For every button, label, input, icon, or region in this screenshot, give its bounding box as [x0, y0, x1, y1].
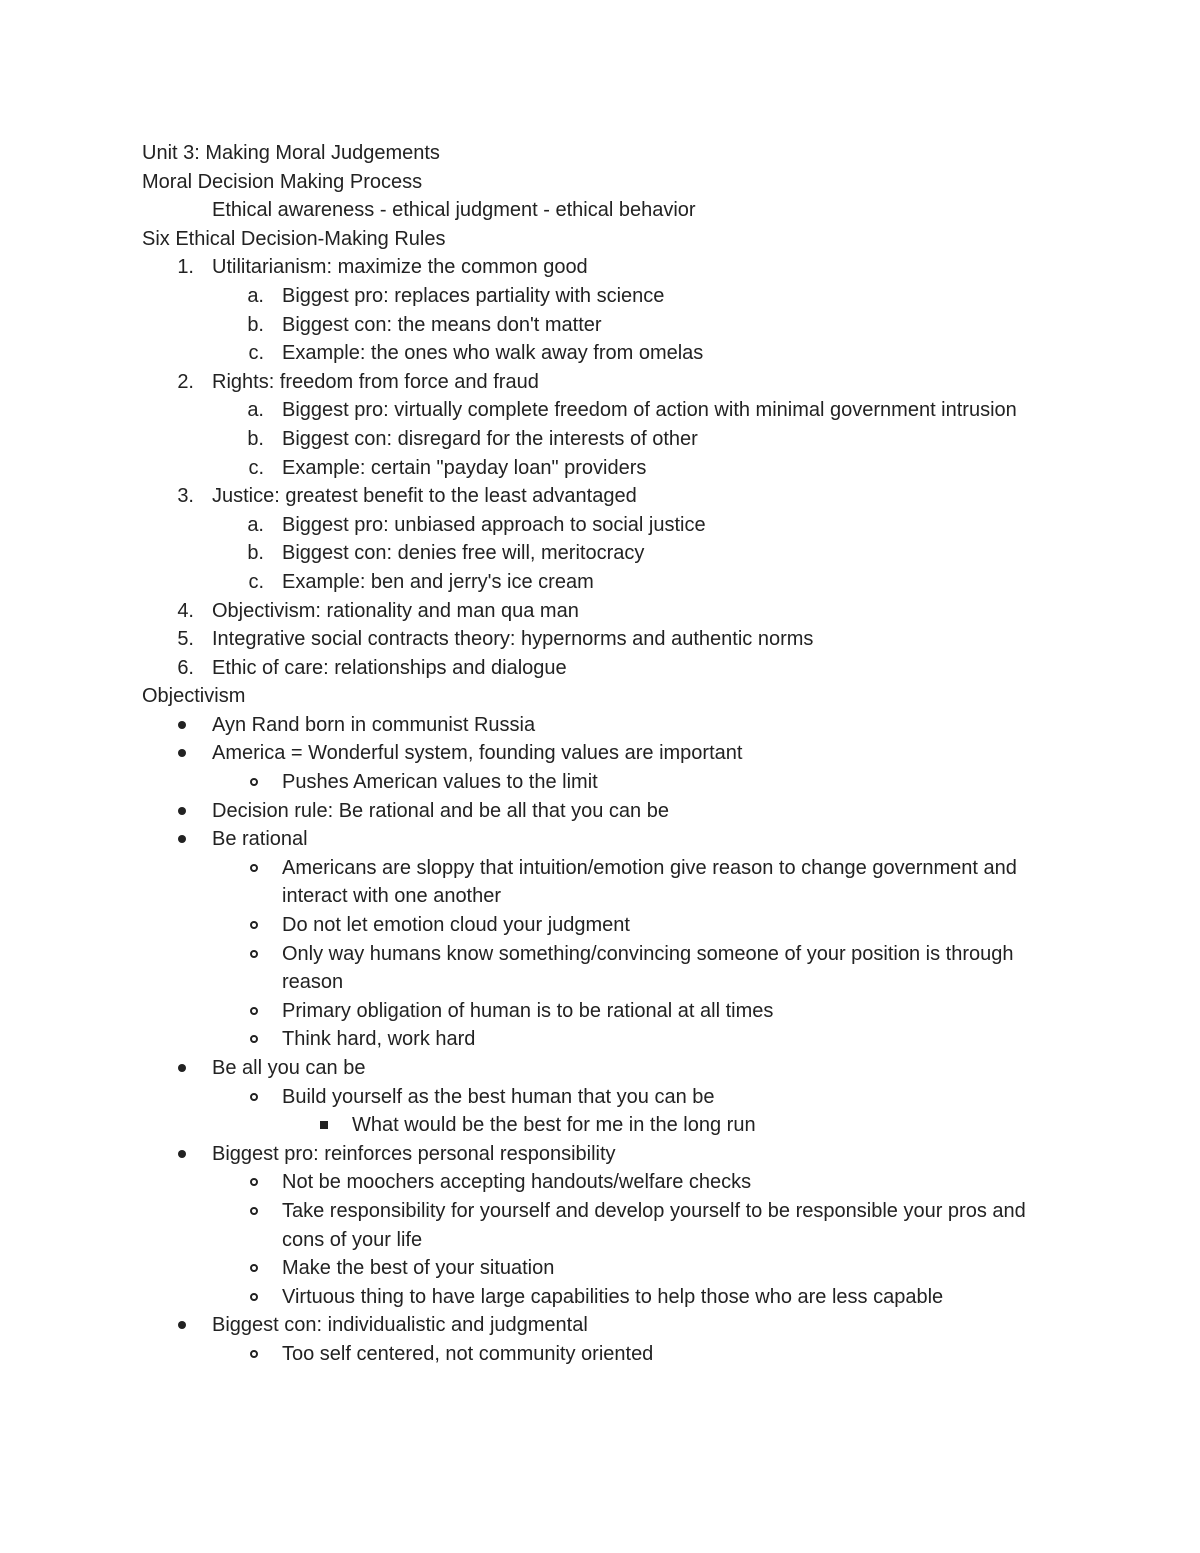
bullet-dot-icon: [178, 835, 186, 843]
rule-subtext: Biggest pro: replaces partiality with science: [282, 284, 665, 307]
sub-bullet-text: Do not let emotion cloud your judgment: [282, 914, 630, 937]
bullet-item: [142, 711, 1062, 740]
bullet-circle-icon: [250, 950, 258, 958]
doc-title: Unit 3: Making Moral Judgements: [142, 142, 440, 164]
bullet-circle-icon: [250, 1264, 258, 1272]
sub-bullet-item: [142, 940, 1062, 997]
bullet-dot-icon: [178, 807, 186, 815]
bullet-text: Biggest con: individualistic and judgmental: [212, 1314, 588, 1337]
bullet-item: [142, 1054, 1062, 1083]
sub-sub-bullet-item: [142, 1111, 1062, 1140]
rule-subtext: Biggest con: the means don't matter: [282, 313, 602, 336]
list-number: 1.: [177, 256, 194, 279]
rule-subtext: Biggest pro: virtually complete freedom of action with minimal government intrusion: [282, 399, 1017, 422]
sub-bullet-text: Build yourself as the best human that you can be: [282, 1085, 715, 1108]
rule-subtext: Example: certain "payday loan" providers: [282, 456, 647, 479]
bullet-circle-icon: [250, 1035, 258, 1043]
objectivism-list: [142, 711, 1062, 1369]
bullet-dot-icon: [178, 1064, 186, 1072]
bullet-square-icon: [320, 1121, 328, 1129]
bullet-text: Decision rule: Be rational and be all that you can be: [212, 799, 669, 822]
list-letter: b.: [247, 542, 264, 565]
sub-bullet-text: Not be moochers accepting handouts/welfare checks: [282, 1171, 752, 1194]
bullet-item: [142, 825, 1062, 854]
process-line: Ethical awareness - ethical judgment - ethical behavior: [212, 199, 696, 222]
list-letter: c.: [248, 342, 264, 365]
sub-bullet-item: [142, 1083, 1062, 1112]
rule-text: Utilitarianism: maximize the common good: [212, 256, 588, 279]
sub-bullet-text: Primary obligation of human is to be rational at all times: [282, 999, 774, 1022]
sub-bullet-text: Make the best of your situation: [282, 1257, 555, 1280]
rule-item: [142, 654, 1062, 683]
bullet-text: Ayn Rand born in communist Russia: [212, 713, 536, 736]
rule-subitem: [142, 339, 1062, 368]
rule-item: [142, 625, 1062, 654]
rule-subitem: [142, 425, 1062, 454]
rule-item: [142, 482, 1062, 511]
list-letter: a.: [247, 399, 264, 422]
list-number: 5.: [177, 628, 194, 651]
rule-subitem: [142, 311, 1062, 340]
list-number: 2.: [177, 370, 194, 393]
sub-bullet-text: Americans are sloppy that intuition/emotion give reason to change government and interact with one another: [282, 856, 1017, 908]
bullet-circle-icon: [250, 1178, 258, 1186]
rule-subitem: [142, 511, 1062, 540]
sub-bullet-text: Only way humans know something/convincing someone of your position is through reason: [282, 942, 1014, 994]
sub-bullet-item: [142, 1168, 1062, 1197]
rule-subtext: Example: ben and jerry's ice cream: [282, 570, 594, 593]
sub-bullet-item: [142, 997, 1062, 1026]
bullet-text: Biggest pro: reinforces personal responsibility: [212, 1142, 616, 1165]
sub-bullet-text: Pushes American values to the limit: [282, 771, 598, 794]
bullet-dot-icon: [178, 749, 186, 757]
bullet-dot-icon: [178, 721, 186, 729]
sub-bullet-item: [142, 1254, 1062, 1283]
process-heading: Moral Decision Making Process: [142, 170, 423, 193]
sub-bullet-item: [142, 1283, 1062, 1312]
rule-subtext: Example: the ones who walk away from omelas: [282, 342, 704, 365]
rule-subtext: Biggest con: denies free will, meritocracy: [282, 542, 645, 565]
bullet-dot-icon: [178, 1321, 186, 1329]
sub-sub-bullet-text: What would be the best for me in the long run: [352, 1114, 756, 1137]
bullet-circle-icon: [250, 864, 258, 872]
sub-bullet-item: [142, 854, 1062, 911]
bullet-circle-icon: [250, 1093, 258, 1101]
rules-list: [142, 253, 1062, 682]
bullet-circle-icon: [250, 1350, 258, 1358]
sub-bullet-item: [142, 1340, 1062, 1369]
bullet-circle-icon: [250, 778, 258, 786]
rule-text: Integrative social contracts theory: hypernorms and authentic norms: [212, 628, 814, 651]
rule-text: Objectivism: rationality and man qua man: [212, 599, 579, 622]
rule-subitem: [142, 396, 1062, 425]
document-page: [142, 139, 1062, 1369]
bullet-text: America = Wonderful system, founding values are important: [212, 742, 743, 765]
rule-subtext: Biggest con: disregard for the interests of other: [282, 427, 698, 450]
bullet-text: Be all you can be: [212, 1057, 366, 1079]
sub-bullet-text: Too self centered, not community oriented: [282, 1342, 654, 1365]
rule-item: [142, 253, 1062, 282]
bullet-circle-icon: [250, 921, 258, 929]
list-letter: a.: [247, 513, 264, 536]
list-letter: c.: [248, 456, 264, 479]
objectivism-heading: Objectivism: [142, 685, 246, 708]
bullet-item: [142, 739, 1062, 768]
sub-bullet-text: Think hard, work hard: [282, 1028, 476, 1051]
rule-text: Ethic of care: relationships and dialogue: [212, 656, 567, 679]
rule-subtext: Biggest pro: unbiased approach to social justice: [282, 513, 706, 536]
bullet-circle-icon: [250, 1293, 258, 1301]
list-number: 6.: [177, 656, 194, 679]
list-number: 4.: [177, 599, 194, 622]
sub-bullet-text: Virtuous thing to have large capabilities to help those who are less capable: [282, 1285, 944, 1308]
rule-item: [142, 368, 1062, 397]
sub-bullet-item: [142, 768, 1062, 797]
bullet-dot-icon: [178, 1150, 186, 1158]
rule-item: [142, 597, 1062, 626]
bullet-circle-icon: [250, 1207, 258, 1215]
bullet-text: Be rational: [212, 828, 308, 851]
list-letter: b.: [247, 427, 264, 450]
rule-subitem: [142, 568, 1062, 597]
sub-bullet-item: [142, 1025, 1062, 1054]
sub-bullet-item: [142, 911, 1062, 940]
bullet-item: [142, 1311, 1062, 1340]
rule-text: Rights: freedom from force and fraud: [212, 370, 539, 393]
list-letter: a.: [247, 284, 264, 307]
bullet-item: [142, 797, 1062, 826]
list-letter: c.: [248, 570, 264, 593]
sub-bullet-item: [142, 1197, 1062, 1254]
bullet-item: [142, 1140, 1062, 1169]
list-number: 3.: [177, 485, 194, 508]
bullet-circle-icon: [250, 1007, 258, 1015]
rule-text: Justice: greatest benefit to the least advantaged: [212, 485, 637, 508]
sub-bullet-text: Take responsibility for yourself and develop yourself to be responsible your pros and cons of your life: [282, 1199, 1026, 1251]
rule-subitem: [142, 282, 1062, 311]
rules-heading: Six Ethical Decision-Making Rules: [142, 227, 446, 250]
rule-subitem: [142, 454, 1062, 483]
list-letter: b.: [247, 313, 264, 336]
rule-subitem: [142, 539, 1062, 568]
